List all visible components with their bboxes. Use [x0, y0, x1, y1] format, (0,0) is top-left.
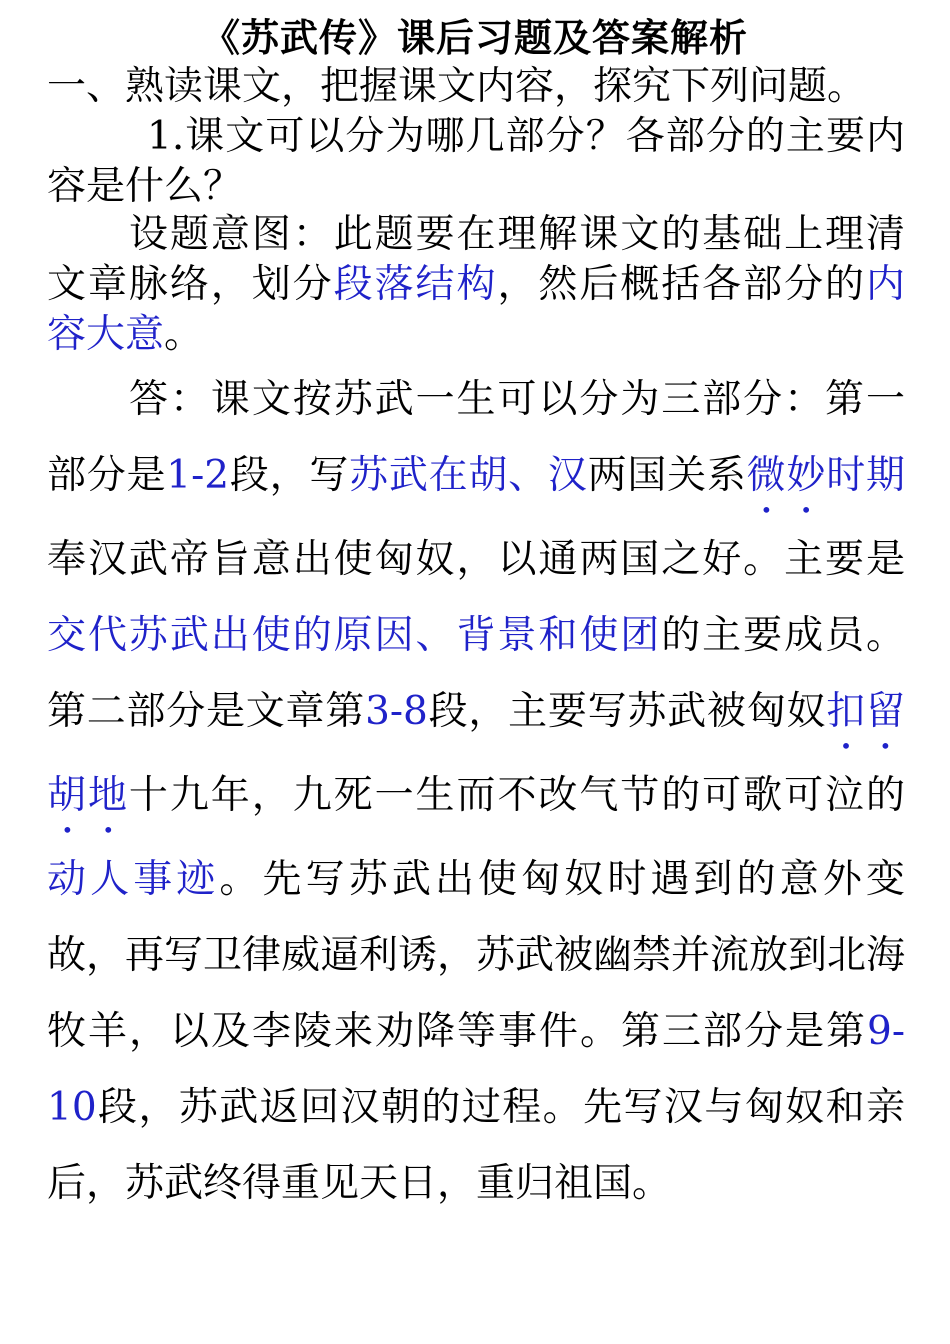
- intent-text: 。: [164, 312, 204, 357]
- answer-highlight: 9-10: [47, 1009, 905, 1130]
- answer-text: 十九年，九死一生而不改气节的可歌可泣的: [128, 773, 905, 818]
- answer-paragraph: [47, 362, 905, 1222]
- answer-text: 段，写: [229, 453, 350, 498]
- answer-text: 的主要成员。第二部分是文章第: [47, 613, 905, 734]
- answer-highlight: 动人事迹: [47, 857, 220, 902]
- answer-emphasis: 扣留胡地: [47, 689, 905, 818]
- answer-highlight: 交代苏武出使的原因、背景和使团: [47, 613, 662, 658]
- intent-highlight: 段落结构: [333, 262, 498, 307]
- answer-highlight: 苏武在胡、汉: [349, 453, 588, 498]
- answer-highlight: 1-2: [166, 453, 230, 498]
- question-1: 1.课文可以分为哪几部分？各部分的主要内容是什么？: [47, 114, 905, 209]
- section-heading: 一、熟读课文，把握课文内容，探究下列问题。: [47, 64, 867, 109]
- answer-highlight: 时期: [826, 453, 905, 498]
- answer-text: 段，主要写苏武被匈奴: [427, 689, 827, 734]
- answer-highlight: 3-8: [365, 689, 428, 734]
- answer-text: 奉汉武帝旨意出使匈奴，以通两国之好。主要是: [47, 537, 905, 582]
- answer-text: 两国关系: [587, 453, 747, 498]
- intent-text: 设题意图：此题要在理解课文的基础上理清文章脉络，划分: [47, 212, 905, 307]
- answer-text: 答：课文按苏武一生可以分为三部分：第一部分是: [47, 377, 905, 498]
- answer-text: 段，苏武返回汉朝的过程。先写汉与匈奴和亲后，苏武终得重见天日，重归祖国。: [47, 1085, 905, 1206]
- answer-text: 。先写苏武出使匈奴时遇到的意外变故，再写卫律威逼利诱，苏武被幽禁并流放到北海牧羊，以及李陵来劝降等事件。第三部分是第: [47, 857, 906, 1054]
- intent-highlight: 内容大意: [47, 262, 905, 357]
- answer-emphasis: 微妙: [746, 453, 827, 498]
- intent-paragraph: [47, 210, 905, 360]
- document-title: 《苏武传》课后习题及答案解析: [201, 16, 748, 60]
- intent-text: ，然后概括各部分的: [497, 262, 866, 307]
